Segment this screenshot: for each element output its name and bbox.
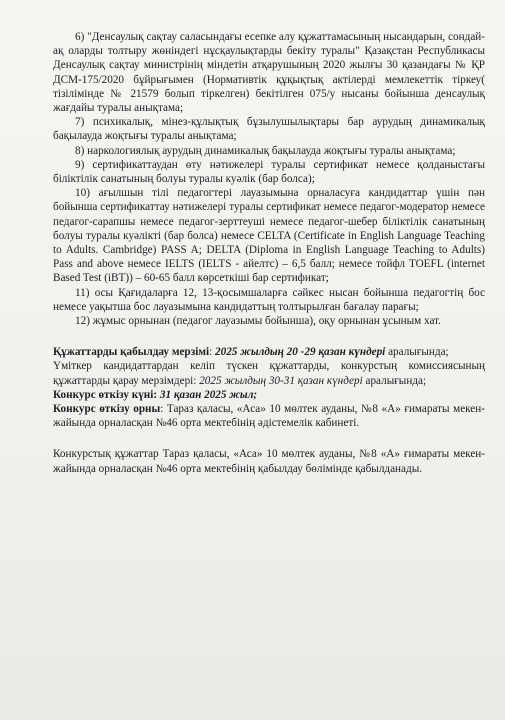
acceptance-dates: 2025 жылдың 20 -29 қазан күндері	[215, 346, 386, 359]
list-item-7: 7) психикалық, мінез-құлықтық бұзылушылықтары бар аурудың динамикалық бақылауда жоқтығы туралы анықтама;	[53, 116, 485, 143]
list-item-11: 11) осы Қағидаларға 12, 13-қосымшаларға сәйкес нысан бойынша педагогтің бос немесе уақытша бос лауазымына кандидаттың толтырылған бағалау парағы;	[53, 286, 485, 313]
acceptance-label: Құжаттарды қабылдау мерзімі	[53, 346, 210, 359]
review-tail: аралығында;	[362, 374, 427, 387]
acceptance-tail: аралығында;	[385, 346, 449, 359]
list-item-9: 9) сертификаттаудан өту нәтижелері туралы сертификат немесе қолданыстағы біліктілік санатының болуы туралы куәлік (бар болса);	[53, 158, 485, 186]
review-text: Үміткер кандидаттардан келіп түскен құжаттарды, конкурстың комиссиясының құжаттарды қарау мерзімдері:	[53, 360, 485, 387]
review-deadline	[53, 359, 485, 387]
contest-place-text: : Тараз қаласы, «Аса» 10 мөлтек ауданы, №8 «А» ғимараты мекен-жайында орналасқан №46 орта мектебінің әдістемелік кабинеті.	[53, 403, 485, 430]
acceptance-sep: :	[209, 346, 216, 359]
contest-date	[53, 388, 485, 402]
contest-place-label: Конкурс өткізу орны	[53, 403, 161, 416]
list-item-8: 8) наркологиялық аурудың динамикалық бақылауда жоқтығы туралы анықтама;	[75, 144, 456, 157]
list-item-12: 12) жұмыс орнынан (педагог лауазымы бойынша), оқу орнынан ұсыным хат.	[75, 315, 441, 328]
contest-place	[53, 402, 485, 430]
review-dates: 2025 жылдың 30-31 қазан күндері	[199, 374, 363, 387]
acceptance-deadline	[53, 345, 485, 359]
contest-date-label: Конкурс өткізу күні	[53, 388, 154, 401]
contest-date-value: 31 қазан 2025 жыл;	[159, 388, 258, 401]
list-item-10: 10) ағылшын тілі педагогтері лауазымына орналасуға кандидаттар үшін пән бойынша сертификаттау нәтижелері туралы сертификат немесе педагог-модератор немесе педагог-сарапшы немесе педагог-зерттеуші немесе педагог-шебер біліктілік санатының болуы туралы куәлікті (бар болса) немесе CELTA (Certificate in English Language Teaching to Adults. Cambridge) PASS A; DELTA (Diploma in English Language Teaching to Adults) Pass and above немесе IELTS (IELTS - айелтс) – 6,5 балл; немесе тойфл TOEFL (internet Based Test (iBT)) – 60-65 балл көрсеткіші бар сертификат;	[53, 187, 485, 285]
closing-note: Конкурстық құжаттар Тараз қаласы, «Аса» 10 мөлтек ауданы, №8 «А» ғимараты мекен-жайында орналасқан №46 орта мектебінің қабылдау бөлімінде қабылданады.	[53, 448, 485, 475]
list-item-6: 6) "Денсаулық сақтау саласындағы есепке алу құжаттамасының нысандарын, сондай-ақ оларды толтыру жөніндегі нұсқаулықтарды бекіту туралы" Қазақстан Республикасы Денсаулық сақтау министрінің міндетін атқарушының 2020 жылғы 30 қазандағы № ҚР ДСМ-175/2020 бұйрығымен (Нормативтік құқықтық актілерді мемлекеттік тіркеу( тізілімінде № 21579 болып тіркелген) бекітілген 075/у нысаны бойынша денсаулық жағдайы туралы анықтама;	[53, 31, 485, 115]
contest-date-sep: :	[153, 388, 160, 401]
